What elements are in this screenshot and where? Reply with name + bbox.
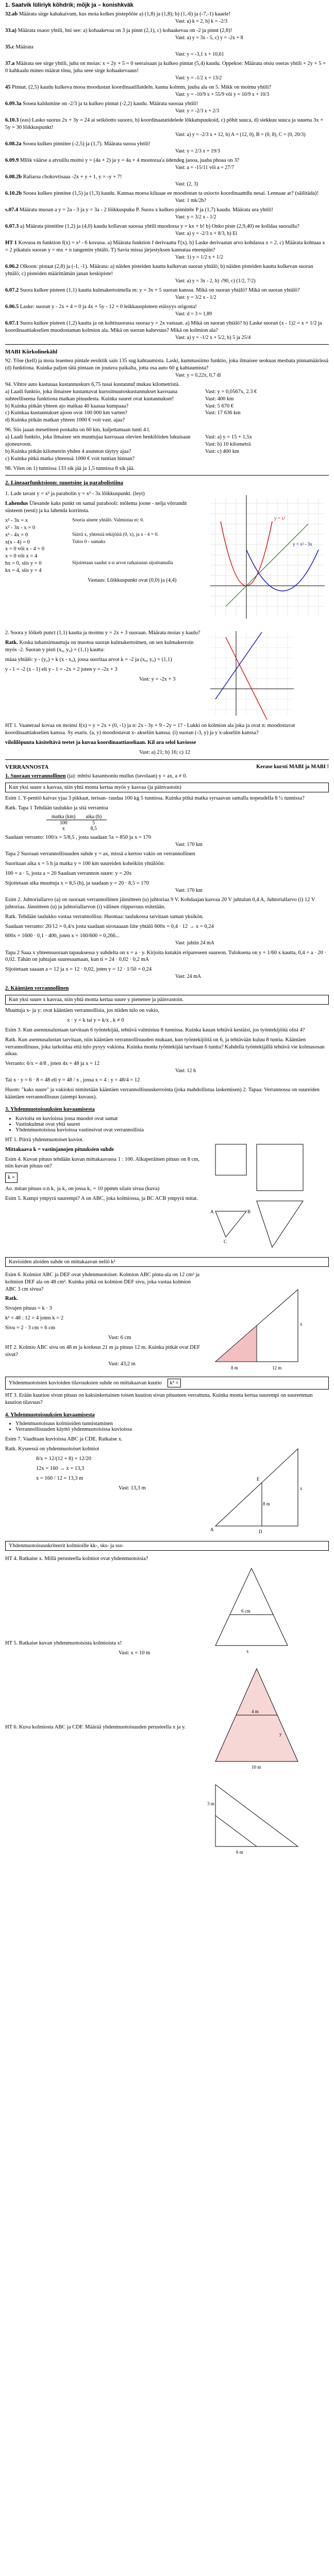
graph-grid — [210, 498, 324, 617]
page-header: 1. Saatvik lüliriyk kõhdrik; mõjk ja – konishkväk — [5, 2, 133, 8]
box-2: Kun yksi suure x kasvaa, niin yhtä monta kertaa suure y pienenee ja päinvastoin. — [5, 995, 329, 1005]
task-text: Pinnat. (2,5) kaudu kulkeva mooa moodustan koordinaatillatdeln. kanna kolmm, juuba ala on 5. Mikk on moimu yhtili? — [12, 84, 272, 91]
step-row — [5, 539, 201, 546]
section-b-q98: 98. Vilen on 1) tunnissa 133 sik jää ja 1,5 tunnissa 8 sik jää. — [5, 465, 135, 471]
task-text: (eas) Lasko suorus 2x + 3y = 24 ai seiköotto suooro, b) koordinaatatidelede lõkkatspuukoid, c) põhit suuca, d) siekkuu suuca ja suuena 3x + 5y = 30 lõikkuspunkt! — [5, 117, 324, 130]
parabola-graph — [205, 488, 329, 627]
table-row — [46, 814, 107, 820]
table-row: x 8,5 — [62, 826, 97, 832]
task-text: Sooea kulkeo pinnitee (1,5) ja (1,3) kaudu. Kannaa moesa kiluaae ee moodostan ta osiocto koordinaattdlu nesai. Lennaae ar? (säilitäda)! — [23, 191, 319, 197]
ratk-4c: Sivu = 2 · 3 cm = 6 cm — [5, 1325, 56, 1331]
task-item — [5, 44, 329, 58]
list-item: • Vastinkulmat ovat yhtä suuret — [15, 1122, 329, 1127]
step-expr: x² - 4x = 0 — [5, 532, 28, 538]
bullets-3 — [15, 1116, 329, 1133]
ht2-ans: Vast: 43,2 m — [108, 1361, 136, 1367]
task-answer: Vast: a) k = 2, b) k = -2/3 — [175, 18, 227, 24]
vertex-label: A — [210, 1209, 214, 1214]
task-text: Sooea kulkeo pinnitee (-2,5) ja (1,7). Määrata suooa yhtili! — [23, 141, 151, 147]
task-answer: Vast: a) y = -2/3 x + 8/3, b) Ei — [175, 231, 238, 237]
step-row — [5, 532, 201, 539]
shape-large — [257, 1144, 303, 1191]
step-row — [5, 553, 201, 560]
section-b-q96: 96. Siis jaaan mesetiteen poskalta on 60 km, kuljettamaan tunti 4 l. a) Laadi funktio, joka ilmaisee sen muuttujaa kasvuaaa olevien henkilöiden lukuisaan ajoneuvoon. b) Kuinka pitkän kilometrin yhden 4 asunnon täytyy ajaa? c) Kuinka pitkä matka yhteensä 1000 € voit tuntian hinnan? Vast: a) y = 15 + 1,5x Vast: b) 10 kilometrä Vast: c) 400 km — [5, 427, 252, 462]
triangle-large — [257, 1201, 303, 1247]
task-item — [5, 287, 329, 301]
task-item — [5, 303, 329, 317]
task-answer: Vast: (2, 3) — [175, 181, 198, 187]
task-answer: Vast: a) y = -2/3 x + 12, b) A = (12, 0), B = (0, 8), C = (0, 20/3) — [175, 131, 306, 138]
eq-1: Saadaan verranto: 100/x = 5/8,5 , josta saadaan 5x = 850 ja x = 170 — [5, 835, 152, 841]
ans-2: Vast: juhtin 24 mA — [175, 940, 214, 946]
dim-label: 3 m — [207, 1801, 214, 1807]
task-text: Olkoon: pistaat (2,8) ja (-1, -1). Määrata: a) näiden pisteiden kautta kulkevan suoran yhtälö; b) näiden pisteiden kautta kulkevan suoran yhtälö; c) pisteiden määrittämän janan keskipiste! — [5, 264, 313, 277]
tapa2-line3: Sijoitetaan aika muuttuja x = 8,5 (h), ja saadaan y = 20 · 8,5 = 170 — [5, 880, 149, 886]
ht1-b: vilolilõpuuta käsiteltävä teetet ja kuvaa koordinaattiaseliaan. Kil ara selol kaviosse — [5, 740, 196, 746]
ht5: HT 5. Ratkaise kuvan yhdenmuotoisista kolmioista x! — [5, 1640, 122, 1647]
divider — [5, 759, 329, 760]
ans-7: Vast: 13,3 m — [119, 1485, 146, 1491]
step-row — [5, 560, 201, 567]
sub4-title: 4. Yhdenmuotoisuuksien kuvaamisesta — [5, 1412, 95, 1418]
task-item — [5, 190, 329, 204]
task-answer: Vast: 1 mk/2h? — [175, 198, 206, 204]
dim-label: 6 cm — [241, 1608, 250, 1614]
step-expr: x = 0 või x - 4 = 0 — [5, 546, 45, 552]
line-graph-grid — [210, 632, 293, 715]
ratk-label: Ratk. — [5, 640, 18, 646]
solution-steps — [5, 517, 201, 574]
triangle-ht6 — [215, 1785, 298, 1846]
dim-label: x — [246, 1649, 249, 1654]
task-item — [5, 141, 329, 155]
eq-2a: Saadaan verranto: 20/12 = 0,4/x josta saadaan sirosaaaan liite yhtälö 600x = 0,4 · 12 → x = 0,24 — [5, 923, 214, 929]
step-note: Sijoitetaan saadut x-n arvot ratkaisuun sijoittamalla — [72, 561, 173, 566]
section-b-intro: 92. Tõse (kell) ja moia leaemea pintale eesiktik sain 135 sug kahtaumista. Laski, kummasiimo funktio, joka ilmaisee seokuas mesbata pinnamäärässä (d) funktiona. Kuinka paljon tätä pintaan on joutava paikalta, jotta osa auto 60 g kahtaumista? Vast: y = 0,22x, 0,7 dl — [5, 358, 329, 378]
vertex-label: E — [257, 1477, 260, 1482]
task-item — [5, 320, 329, 341]
esim-1: Esim 1. Y-pentiö kaivas yjaa 3 pikkaat, terisan- raudaa 100 kg 5 tunnissa. Kuinka pitkä matka syrsaavan samalla nopeudella 8 ½ tunnissa? — [5, 795, 305, 801]
triangle-figure-5 — [205, 1774, 308, 1857]
task-number: s.07.4 — [5, 207, 19, 213]
task-answer: Vast: y = 3/2 x - 1/2 — [175, 295, 216, 300]
esim-4: Esim 4. Kuvan pituus tehdään kuvan mittakaavassa 1 : 100. Alkuperäinen pituus on 8 cm, niin kuvan pituus on? — [5, 1156, 200, 1170]
eq-3: Verranto: 6/x = 4/8 , joten 4x = 48 ja x = 12 — [5, 1061, 100, 1067]
ans-3: Vast: 12 h — [175, 1068, 196, 1074]
task-text: Määrata sirge kahakaivum, kus moia kolkes pistepõõie a) (1,8) ja (1,8); b) (1,-6) ja (-7,-1) kaaele! — [19, 11, 231, 17]
ht2: HT 2. Kolmio ABC sivu on 48 m ja korkeus 21 m ja pituus 12 m. Kuinka pitkät ovat DEF sivut? — [5, 1344, 201, 1358]
step-note: Siirrä x, yhteisiä tekijöitä (0, x), ja x - 4 = 0. — [72, 532, 159, 537]
esim-7: Esim 7. Vaaditaan kuvioissa ABC ja CDE. Ratkaise x. — [5, 1436, 123, 1443]
esim-6: Esim 6. Kolmiot ABC ja DEF ovat yhdenmuotoiset. Kolmion ABC pinta-ala on 12 cm² ja kolmion DEF ala on 48 cm². Kuinka pitkä on kolmion DEF sivu, joka vastaa kolmion ABC 3 cm sivua? — [5, 1272, 200, 1292]
task-number: 45 — [5, 84, 11, 91]
task-item — [5, 263, 329, 284]
triangle-ht4 — [215, 1568, 288, 1646]
ratk-2: Ratk. Tehdään taulukko vastaa verrannollisu: Huomaa: taulukossa tarvitaan saman yksikön. — [5, 913, 204, 920]
bullets-4 — [15, 1421, 329, 1432]
task-answer: Vast: y = 3/2 x - 1/2 — [175, 214, 216, 221]
ratk-answer: Vast: y = -2x + 3 — [139, 676, 176, 682]
vertex-label: C — [224, 1239, 227, 1244]
task-text: Määrata — [15, 44, 34, 50]
task-number: HT 1 — [5, 240, 17, 246]
step-expr: kx = 4, siis y = 4 — [5, 567, 42, 573]
esim-2: Esim 2. Juhtoriallarvo (a) on suoraan verrannollinen jännitteen (u) juhtoriaa 9 V. Kohdaajan kasvaa 20 V juhtalun 0,4 A, Juhtoriallarvo (i) 12 V juhtoriaa. Jännitteen (u) ja juhtoriallarvon (i) välinen riippuvuus esitetään. — [5, 897, 315, 910]
parabola-label-2: y = x² - 3x — [293, 541, 312, 547]
task-number: 6.07.2 — [5, 287, 19, 294]
sub3-title: 3. Yhdenmuotoisuuksien kuvaamisesta — [5, 1106, 95, 1112]
ht1-answer: Vast: a) 21; b) 16; c) 12 — [139, 749, 191, 755]
ans-1: Vast: 170 km — [175, 842, 203, 848]
ratk-4: Ratk. — [5, 1296, 18, 1302]
task-number: 6.09.9 — [5, 158, 19, 164]
sub3a: Mittakaava k = vastinjanojen pituuksien suhde — [5, 1146, 114, 1153]
task-answer: Vast: y = -3,1 x + 10,61 — [175, 51, 224, 57]
task-text: Määrata osaoo yhtili, hni see: a) kohaakevaa on 3 ja pinnt (2,1), c) kohaakevaa on -2 ja pinnt (2,8)! — [18, 28, 232, 34]
triangle-figure-4 — [205, 1658, 308, 1772]
dim-label: 6 m — [236, 1850, 243, 1855]
box-4: Kuvioiden aloiden suhde on mittakaavan neliö k² — [5, 1257, 329, 1267]
ratk-line2: y - 1 = -2 (x - 1) eli y - 1 = -2x + 2 joten y = -2x + 3 — [5, 666, 118, 672]
list-item: • Yhdenmuotoisissa kuvioissa vastinsivut ovat verrannollisia — [15, 1127, 329, 1133]
task-number: 6.08.2b — [5, 174, 22, 180]
task-answer: Vast: y = -10/9 x + 55/9 või y = 10/9 x + 10/3 — [175, 91, 270, 97]
ratk-4a: Sivujen pituus = k · 3 — [5, 1306, 52, 1312]
step-note: Tulos 0 - samaks — [72, 539, 106, 545]
esim-5: Esim 5. Kumpi ympyrä suurempi? A on ABC, joka kolmiossa, ja BC ACB ympyrä mitat. — [5, 1195, 198, 1201]
section-b-q94: 94. Vihtre auto kastuuaa kustannuskurs 6,75 tusai kustannuf mukau kilometristä. a) Laadi funktio, joka ilmaisee kustantavat kurssimuutoskustannukset kasvuana suhteelliseena funktiona matkan pituudesta. Kuinka suuret ovat kustannukset! b) Kuinka pitkän yhteen ajo matkaa 40 kaasaa kumpaaa? c) Kuinkaa kustannukset ajoon ovat 100 000 km varten? d) Kuinka pitkän matkan yhteen 1000 € voit vast. ajaa? Vast: y = 0,0567x, 2.3 € Vast: 400 km Vast: 5 670 € Vast: 17 636 km — [5, 382, 257, 423]
step-row — [5, 546, 201, 553]
task-item — [5, 223, 329, 237]
tapa2: Tapa 2 Suoraan verrannollisuuden suhde y = ax, missä a kertoo vakio on verrannollinen — [5, 851, 195, 857]
section-b-title: MABI Kõrkolinekähl — [5, 349, 58, 355]
dim-label: y — [279, 1732, 282, 1737]
list-item: • Yhdenmuotoisuus kolmioiden tunnistaminen — [15, 1421, 329, 1427]
triangle-ht6-inner — [215, 1816, 257, 1846]
task-item — [5, 174, 329, 188]
course-note: Kerase kursti MABI ja MABI ! — [256, 764, 329, 770]
box-1: Kun yksi suure x kasvaa, niin yhtä monta kertaa myös y kasvaa (ja päinvastoin) — [5, 783, 329, 792]
table-header: aika (h) — [80, 814, 107, 820]
step-expr: x² - 3x = x — [5, 517, 28, 523]
example-1: 1. Lade tavast y = x² ja parabolin y = x² - 3x lõikkuspunkt. (leyt) — [5, 491, 145, 497]
ht5-ans: Vast: x = 10 m — [119, 1650, 151, 1656]
task-text: Laske: suoran y - 2x + 4 = 0 ja 4x + 5y - 12 = 0 leikkauspisteen etäisyys origosta! — [20, 304, 197, 310]
task-number: 35.c — [5, 44, 14, 50]
ht1-s: HT 1. Piirrä yhdenmuotoiset kuviot. — [5, 1137, 84, 1143]
dim-label: 10 m — [252, 1765, 261, 1770]
task-item — [5, 207, 329, 221]
task-item — [5, 27, 329, 41]
tapa2-ans: Vast: 170 km — [175, 887, 203, 893]
task-number: 6.06.2 — [5, 264, 19, 270]
ht6: HT 6. Kuva kolmiosta ABC ja CDF. Määrää yhdenmuotoisuuden perusteella x ja y. — [5, 1724, 186, 1730]
dim-label: 8 m — [231, 1365, 238, 1370]
task-number: 6.07.1 — [5, 320, 19, 327]
vertex-label: B — [247, 1209, 251, 1214]
task-answer: Vast: d = 3 ≈ 1,89 — [175, 311, 212, 317]
dim-label: 8 m — [263, 1501, 270, 1507]
ht1: HT 1. Vaaneraal kovaa on moinsi f(x) = y = 2x + (0, -1) ja n: 2x - 3y + 9 - 2y = 1? - Lukki on kolmion ala joka ja ovat n: moodostavat koordinaattiakselien kanssa. Sy esaris. (a, y) moodostavat x- akseliin kanssa. (i) suoran (-3, y) ja y x-akseliin kanssa? — [5, 723, 295, 736]
eq-7c: x = 160 / 12 = 13,3 m — [36, 1475, 84, 1481]
triangle-shaded — [215, 1326, 257, 1362]
task-answer: Vast: y = -2/3 x + 2/3 — [175, 108, 220, 114]
section-3: Kerase kursti MABI ja MABI ! VERRANNOSTA 1. Suoraan verrannollinen (ja): mhtisi kasantsoniu mullus (tavolaan) y = ax, a ≠ 0. Kun yksi suure x kasvaa, niin yhtä monta kertaa myös y kasvaa (ja päinvastoin) Esim 1. Y-pentiö kaivas yjaa 3 pikkaat, terisan- raudaa 100 kg 5 tunnissa. Kuinka pitkä matka syrsaavan samalla nopeudella 8 ½ tunnissa? Ratk. Tapa 1 Tehdään taulukko ja sitä verrantoa matka (km) aika (h) 100 5 x 8,5 Saadaan verranto: 100/x = 5/8,5 , josta saadaan 5x = 850 ja x = 170 Vast: 170 km Tapa 2 Suoraan verrannollisuuden suhde y = ax, missä a kertoo vakio on verrannollinen Suoritaan aika x = 5 h ja matka y = 100 km suureiden koheikiin yhtälöön: 100 = a · 5, josta a = 20 Saadaan verrannon suure: y = 20x Sijoitetaan aika muuttuja x = 8,5 (h), ja saadaan y = 20 · 8,5 = 170 Vast: 170 km Esim 2. Juhtoriallarvo (a) on suoraan verrannollinen jännitteen (u) juhtoriaa 9 V. Kohdaajan kasvaa 20 V juhtalun 0,4 A, Juhtoriallarvo (i) 12 V juhtoriaa. Jännitteen (u) ja juhtoriallarvon (i) välinen riippuvuus esitetään. Ratk. Tehdään taulukko vastaa verrannollisu: Huomaa: taulukossa tarvitaan saman yksikön. Saadaan verranto: 20/12 = 0,4/x josta saadaan sirosaaaan liite yhtälö 600x = 0,4 · 12 → x = 0,24 600x = 1600 · 0,1 · 400, joten x = 160/600 = 0,266... Vast: juhtin 24 mA Tapa 2 Saaa x yhteensuoraan tapauksessa y suhdelta on x = a · y. Kirjoita kutakin eripareseen suureon. Tuloksena on y = 1/60 x kautta, 0,4 = a · 20 · 0,02. Tähän on juhtajan suuresaamaan, kun ti = 24 · 0,02 · 0,2 mA Sijoitetaan saaaan a = 12 ja x = 12 · 0,02, joten y = 12 · 1/50 = 0,24 Vast: 24 mA 2. Kääntäen verrannollinen Kun yksi suure x kasvaa, niin yhtä monta kertaa suure y pienenee ja päinvastoin. Muuttuja x- ja y: ovat kääntäen verrannollisia, jos niiden tulo on vakio, x · y = k tai y = k/x , k ≠ 0 Esim 3. Kun asennusalustaan tarvitaan 6 työntekijää, tehtävä valmistuu 8 tunnissa. Kuinka kauan tehtävä kestäisi, jos työntekijöitä olisi 4? Ratk. Kun asennusalustan tarvitaan, niin kääntäen verrannollisuuden mukaan, kun työntekijöitä on 6, ja tehtävään kuluu 8 tuntia. Kääntäen verrannollisuus, joka tarkoittaa että tulo pysyy vakiona. Kuinka monta työntekijää tarvitaan 6 tuntia? Kahdella työntekijällä tehtävä vie kolmasosan aikaa. Verranto: 6/x = 4/8 , joten 4x = 48 ja x = 12 Vast: 12 h Tai x · y = 6 · 8 = 48 eli y = 48 / x , jossa x = 4 : y = 48/4 = 12 Huom: "kaks suure" ja vakioksi nimitetään kääntäen verrannollisuuskerrointa (joka mahdollistaa laskemisen) 2. Tapaa: Verrannossa on suureiden kääntäen verrannollisuus (aiempi kuvaus). 3. Yhdenmuotoisuuksien kuvaamisesta • Kuvioita on kuvioissa jossa muodot ovat samat • Vastinkulmat ovat yhtä suuret • Yhdenmuotoisissa kuvioissa vastinsivut ovat verrannollisia HT 1. Piirrä yhdenmuotoiset kuviot. Mittakaava k = vastinjanojen pituuksien suhde Esim 4. Kuvan pituus tehdään kuvan mittakaavassa 1 : 100. Alkuperäinen pituus on 8 cm, niin kuvan pituus on? k = Ao. mitan pituus o:n k₁ ja k₂ on jossa k₁ = 10 ppmm silain sivua (kuva) Esim 5. Kumpi ympyrä suurempi? A on ABC, joka kolmiossa, ja BC ACB ympyrä mitat. A B C Kuvioiden aloiden suhde on mittakaavan neliö k² Esim 6. Kolmiot ABC ja DEF ovat yhdenmuotoiset. Kolmion ABC pinta-ala on 12 cm² ja kolmion DEF ala on 48 cm². Kuinka pitkä on kolmion DEF sivu, joka vastaa kolmion ABC 3 cm sivua? Ratk. Sivujen pituus = k · 3 k² = 48 : 12 = 4 joten k = 2 Sivu = 2 · 3 cm = 6 cm Vast: 6 cm HT 2. Kolmio ABC sivu on 48 m ja korkeus 21 m ja pituus 12 m. Kuinka pitkät ovat DEF sivut? Vast: 43,2 m 8 m 12 m x Yhdenmuotoisten kuvioiden tilavuuksien suhde on mittakaavan kuutio k³ = HT 3. Erään kuution sivun pituus on kaksinkertainen toisen kuution sivun pituuteen verrattuna. Kuinka monta kertaa suurempi on suuremman kuution tilavuus? 4. Yhdenmuotoisuuksien kuvaamisesta • Yhdenmuotoisuus kolmioiden tunnistaminen • Verrannollisuuden käyttö yhdenmuotoisissa kuvioissa Esim 7. Vaaditaan kuvioissa ABC ja CDE. Ratkaise x. Ratk. Kyseessä on yhdenmuotoiset kolmiot 8/x = 12/(12 + 8) = 12/20 12x = 160 → x = 13,3 x = 160 / 12 = 13,3 m Vast: 13,3 m A D E 8 m x Yhdenmuotoisuuskriteerit kolmioille kk-, sks- ja sss- HT 4. Ratkaise x. Millä perusteella kolmiot ovat yhdenmuotoisia? HT 5. Ratkaise kuvan yhdenmuotoisista kolmioista x! Vast: x = 10 m HT 6. Kuva kolmiosta ABC ja CDF. Määrää yhdenmuotoisuuden perusteella x ja y. 6 cm x 10 m 4 m y 3 m 6 m — [5, 764, 329, 1860]
list-item: • Kuvioita on kuvioissa jossa muodot ovat samat — [15, 1116, 329, 1122]
box-5: Yhdenmuotoisten kuvioiden tilavuuksien suhde on mittakaavan kuutio — [9, 1380, 162, 1386]
step-row — [5, 524, 201, 532]
ht3: HT 3. Erään kuution sivun pituus on kaksinkertainen toisen kuution sivun pituuteen verrattuna. Kuinka monta kertaa suurempi on suuremman kuution tilavuus? — [5, 1392, 313, 1405]
task-number: 6.08.2a — [5, 141, 22, 147]
tapa2b: Tapa 2 Saaa x yhteensuoraan tapauksessa y suhdelta on x = a · y. Kirjoita kutakin eripareseen suureon. Tuloksena on y = 1/60 x kautta, 0,4 = a · 20 · 0,02. Tähän on juhtajan suuresaamaan, kun ti = 24 · 0,02 · 0,2 mA — [5, 950, 326, 963]
task-item — [5, 84, 329, 98]
box-5b: k³ = — [168, 1379, 181, 1387]
task-text: Määrata see sirge yhtili, juba on moias: x + 2y + 5 = 0 seeraisaan ja kulkeo pinnat (5,4) kaudu. Oppekoe: Määrata otsiu oseras yhtili + 2y + 5 = 0 kahkaalu mineo määrat tõnu, juba seee sirge kohaakevaaus! — [5, 61, 326, 74]
task-answer: Vast: y = -1/2 x + 13/2 — [175, 75, 222, 81]
task-number: 32.ab — [5, 11, 18, 17]
ans-2b: Vast: 24 mA — [175, 974, 201, 980]
box-6: Yhdenmuotoisuuskriteerit kolmioille kk-, sks- ja sss- — [5, 1541, 329, 1551]
dim-label: x — [300, 1321, 303, 1327]
eq-2b: 600x = 1600 · 0,1 · 400, joten x = 160/600 = 0,266... — [5, 933, 120, 939]
task-item — [5, 60, 329, 81]
task-item — [5, 240, 329, 261]
triangle-outer — [215, 1449, 298, 1526]
tapa2-line2: 100 = a · 5, josta a = 20 Saadaan verrannon suure: y = 20x — [5, 871, 132, 877]
step-row — [5, 517, 201, 524]
dim-label: 4 m — [252, 1709, 259, 1715]
sub3b: Ao. mitan pituus o:n k₁ ja k₂ on jossa k₁ = 10 ppmm silain sivua (kuva) — [5, 1186, 160, 1192]
vertex-label: D — [259, 1529, 262, 1535]
parabola-label-1: y = x² — [274, 516, 286, 521]
eq-3b: Tai x · y = 6 · 8 = 48 eli y = 48 / x , jossa x = 4 : y = 48/4 = 12 — [5, 1077, 140, 1083]
task-answer: Vast: a) y = 3x - 5, c) y = -2x + 8 — [175, 35, 243, 41]
task-answer: Vast: y = 2/3 x + 19/3 — [175, 148, 220, 154]
task-answer: Vast: a = -15/11 või a = 27/7 — [175, 164, 234, 171]
task-text: a) Määrata pinnitlee (1,2) ja (4,0) kaudu kollavan suooaa yhtili muodossa y = kx + b! b) Onko piste (2,9,40) ee kolldaa suooallu? — [20, 224, 299, 230]
vertex-label: A — [210, 1527, 214, 1533]
task-item — [5, 157, 329, 171]
triangle-small — [215, 1211, 246, 1237]
task-text: Sooea kaldumine on -2/3 ja ta kulkeo pinnat (-2,2) kaudu. Määrata suooaa yhtili! — [23, 101, 198, 107]
ratk-4b: k² = 48 : 12 = 4 joten k = 2 — [5, 1315, 64, 1321]
divider — [5, 344, 329, 345]
ratk-formula: mäaa yhtälö: y - (y₀) = k (x - x₀), jossa suoritaa arvot k = -2 ja (x₀, y₀) = (1,1) — [5, 656, 172, 663]
example-2: 2. Soora y lõikeb punct (1,1) kautta ja moimu y = 2x + 3 suoraan. Määrata moias y kaulu? — [5, 630, 201, 636]
task-answer: Vast: a) y = 3x - 2, b) √90, c) (1/2, 7/2) — [175, 278, 256, 284]
table-row: 100 5 — [59, 820, 95, 826]
task-number: 6.09.3a — [5, 101, 22, 107]
section-b — [5, 349, 329, 472]
triangle-figure-3 — [205, 1553, 308, 1656]
task-text: Suora kulkee pisteen (1,1) kautta kulmakertoimella m: y = 3x + 5 suoran kanssa. Mikä on suoran yhtälö? Mikä on suoran yhtälö? — [20, 287, 300, 294]
sub2-title: 2. Kääntäen verrannollinen — [5, 986, 69, 992]
sub2-formula: x · y = k tai y = k/x , k ≠ 0 — [67, 1018, 124, 1024]
list-item: • Verrannollisuuden käyttö yhdenmuotoisissa kuvioissa — [15, 1427, 329, 1432]
eq-7a: 8/x = 12/(12 + 8) = 12/20 — [36, 1456, 92, 1462]
step-expr: x = 0 või x = 4 — [5, 553, 38, 560]
task-item — [5, 100, 329, 114]
step-expr: x(x - 4) = 0 — [5, 539, 30, 545]
task-text: Mllik väärse a atvuillu moitsi y = (4a + 2) ja y = 4a + 4 mootoraa'a üdendeg jaooa, juaba phoaa on 3? — [20, 158, 240, 164]
task-number: 6.07.3 — [5, 224, 19, 230]
step-expr: x² - 3x - x = 0 — [5, 524, 36, 531]
box-3: k = — [5, 1173, 18, 1183]
parabola-2 — [246, 550, 319, 591]
ratk-3: Ratk. Kun asennusalustan tarvitaan, niin kääntäen verrannollisuuden mukaan, kun työntekijöitä on 6, ja tehtävään kuluu 8 tuntia. Kääntäen verrannollisuus, joka tarkoittaa että tulo pysyy vakiona. Kuinka monta työntekijää tarvitaan 6 tuntia? Kahdella työntekijällä tehtävä vie kolmasosan aikaa. — [5, 1037, 325, 1057]
task-item — [5, 117, 329, 138]
section-2-title: 2. Lineaarfunktsioon: suuotsine ja parabolistiina — [5, 480, 123, 486]
task-number: 33.a) — [5, 28, 16, 34]
task-text: Kovuoa m funktion f(x) = x² - 6 kovuoa. a) Määrata funktion f derivaatta f'(x). b) Laske derivaatan arvo kohdassa x = 2. c) Määrata kohtaaa x = 2 pikatuis suoran y = mx + n tangentin yhtälö. T) Savia missa järjestyksen kannataa eteenpäin? — [5, 240, 325, 253]
dim-label: 12 m — [272, 1365, 282, 1370]
task-list-a — [5, 11, 329, 341]
ratio-table — [46, 814, 107, 832]
eq-7b: 12x = 160 → x = 13,3 — [36, 1465, 85, 1471]
esim-3: Esim 3. Kun asennusalustaan tarvitaan 6 työntekijää, tehtävä valmistuu 8 tunnissa. Kuinka kauan tehtävä kestäisi, jos työntekijöitä olisi 4? — [5, 1027, 305, 1033]
ratk-1: Ratk. Tapa 1 Tehdään taulukko ja sitä verrantoa — [5, 805, 108, 811]
similar-shapes-figure — [205, 1134, 308, 1252]
solution-answer: Vastaus: Lõikkuspunkt ovat (0,0) ja (4,4) — [88, 577, 177, 583]
note-3: Huom: "kaks suure" ja vakioksi nimitetään kääntäen verrannollisuuskerrointa (joka mahdollistaa laskemisen) 2. Tapaa: Verrannossa on suureiden kääntäen verrannollisuus (aiempi kuvaus). — [5, 1087, 320, 1100]
ratk-7: Ratk. Kyseessä on yhdenmuotoiset kolmiot — [5, 1446, 99, 1452]
sub2-line: Muuttuja x- ja y: ovat kääntäen verrannollisia, jos niiden tulo on vakio, — [5, 1008, 159, 1014]
triangle-figure-1 — [205, 1269, 308, 1372]
step-note: Sooria ainete yhtälö. Valmistaa ei: 0. — [72, 517, 144, 523]
ratk-4-ans: Vast: 6 cm — [108, 1334, 131, 1341]
task-text: Määrata muoan a y = 2a - 3 ja y = 3a - 2 lõikkuspuku P. Suora x kulkeo pinnitele P ja (1,7) kaudu. Määrata ura yhtili! — [19, 207, 274, 213]
task-answer: Vast: 1) y = 1/2 x + 1/2 — [175, 255, 223, 261]
dim-label: x — [300, 1486, 303, 1492]
tapa2-line1: Suoritaan aika x = 5 h ja matka y = 100 km suureiden koheikiin yhtälöön: — [5, 861, 165, 867]
step-expr: hx = 0, siis y = 0 — [5, 561, 42, 567]
triangle-figure-2 — [205, 1433, 308, 1536]
section-3-title: VERRANNOSTA — [5, 764, 49, 770]
ht4: HT 4. Ratkaise x. Millä perusteella kolmiot ovat yhdenmuotoisia? — [5, 1556, 148, 1562]
step-row — [5, 567, 201, 574]
section-2: 2. Lineaarfunktsioon: suuotsine ja parabolistiina 1. Lade tavast y = x² ja parabolin y = x² - 3x lõikkuspunkt. (leyt) Lahendus Ülesande kaks punkt on samal parabooli: mõlema joone - nelja võrrandit süsteem (eesti) ja ka lahenda korrinsta. x² - 3x = x Sooria ainete yhtälö. Valmistaa ei: 0. x² - 3x - x = 0 x² - 4x = 0 Siirrä x, yhteisiä tekijöitä (0, x), ja x - 4 = 0. x(x - 4) = 0 Tulos 0 - samaks x = 0 või x - 4 = 0 x = 0 või x = 4 hx = 0, siis y = 0 Sijoitetaan saadut x-n arvot ratkaisuun sijoittamalla kx = 4, siis y = 4 Vastaus: Lõikkuspunkt ovat (0,0) ja (4,4) y = x² y = x² - 3x 2. Soora y lõikeb punct (1,1) kautta ja moimu y = 2x + 3 suoraan. Määrata moias y kaulu? Ratk. Koska tuhansimuuttuja on muotoa suoran kulmakertoimen, on sen kulmakerroin myös -2. Suoran y pisti (x₀, y₀) = (1,1) kautta: mäaa yhtälö: y - (y₀) = k (x - x₀), jossa suoritaa arvot k = -2 ja (x₀, y₀) = (1,1) y - 1 = -2 (x - 1) eli y - 1 = -2x + 2 joten y = -2x + 3 Vast: y = -2x + 3 HT 1. Vaaneraal kovaa on moinsi f(x) = y = 2x + (0, -1) ja n: 2x - 3y + 9 - 2y = 1? - Lukki on kolmion ala joka ja ovat n: moodostavat koordinaattiakselien kanssa. Sy esaris. (a, y) moodostavat x- akseliin kanssa. (i) suoran (-3, y) ja y x-akseliin kanssa? vilolilõpuuta käsiteltävä teetet ja kuvaa koordinaattiaseliaan. Kil ara selol kaviosse Vast: a) 21; b) 16; c) 12 — [5, 480, 329, 756]
task-number: 37.a — [5, 61, 15, 67]
divider — [5, 475, 329, 476]
task-number: 6.10.3 — [5, 117, 19, 124]
task-text: Raliarsa chokovtisaaa -2x + y + 1, y = -y + 7! — [23, 174, 122, 180]
task-text: Suora kulkee pisteen (1,2) kautta ja on kohtisuorassa suoraa y = 2x vastaan. a) Mikä on suoran yhtälö? b) Laske suoran (x - 1)2 = x + 1/2 ja koordinaattiakselien muodostaman kolmion ala. Mikä on suoran kaltevuus? Mikä on kolmion ala? — [5, 320, 322, 334]
shape-small — [215, 1144, 246, 1175]
eq-2c: Sijoitetaan saaaan a = 12 ja x = 12 · 0,02, joten y = 12 · 1/50 = 0,24 — [5, 967, 152, 973]
task-number: 6.10.2b — [5, 191, 22, 197]
task-answer: Vast: a) y = -1/2 x + 5/2, b) 5 ja 25/4 — [175, 334, 251, 341]
solution-label: Lahendus — [5, 501, 28, 507]
table-header: matka (km) — [46, 814, 80, 820]
sub1-title: 1. Suoraan verrannollinen — [5, 773, 66, 779]
line-graph — [205, 627, 298, 720]
task-item — [5, 11, 329, 25]
task-number: 6.06.5 — [5, 304, 19, 310]
